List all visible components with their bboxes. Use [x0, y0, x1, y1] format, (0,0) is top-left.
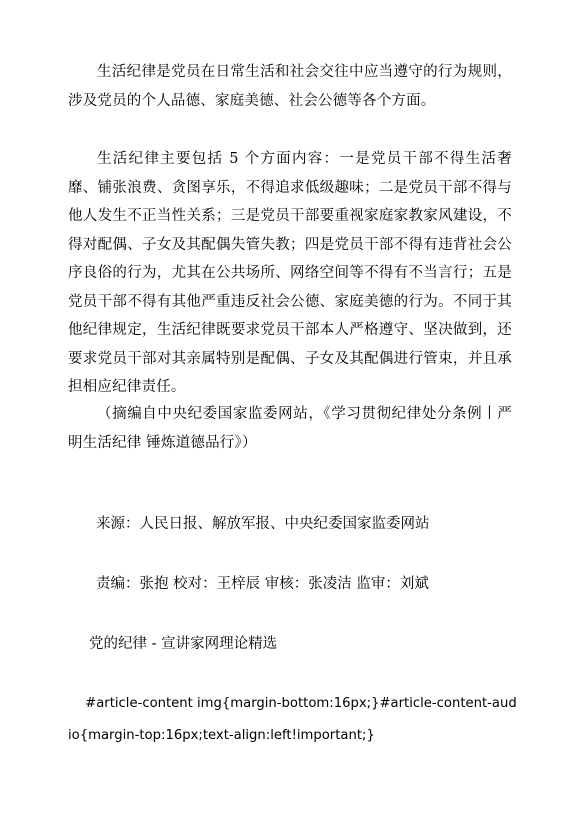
paragraph-citation: （摘编自中央纪委国家监委网站，《学习贯彻纪律处分条例丨严明生活纪律 锤炼道德品行》）: [68, 406, 512, 451]
css-code-text: #article-content img{margin-bottom:16px;}#article-content-audio{margin-top:16px;text-align:left!important;}: [68, 696, 517, 743]
source-line: 来源：人民日报、解放军报、中央纪委国家监委网站: [96, 516, 430, 532]
paragraph-definition: 生活纪律是党员在日常生活和社会交往中应当遵守的行为规则，涉及党员的个人品德、家庭美德、社会公德等各个方面。: [68, 64, 512, 109]
editors-line: 责编：张抱 校对：王梓辰 审核：张凌洁 监审：刘斌: [96, 576, 429, 592]
paragraph-content: 生活纪律主要包括 5 个方面内容：一是党员干部不得生活奢靡、铺张浪费、贪图享乐，不得追求低级趣味；二是党员干部不得与他人发生不正当性关系；三是党员干部要重视家庭家教家风建设，不得对配偶、子女及其配偶失管失教；四是党员干部不得有违背社会公序良俗的行为，尤其在公共场所、网络空间等不得有不当言行；五是党员干部不得有其他严重违反社会公德、家庭美德的行为。不同于其他纪律规定，生活纪律既要求党员干部本人严格遵守、坚决做到，还要求党员干部对其亲属特别是配偶、子女及其配偶进行管束，并且承担相应纪律责任。: [68, 151, 512, 395]
footer-title: 党的纪律 - 宣讲家网理论精选: [89, 636, 278, 652]
